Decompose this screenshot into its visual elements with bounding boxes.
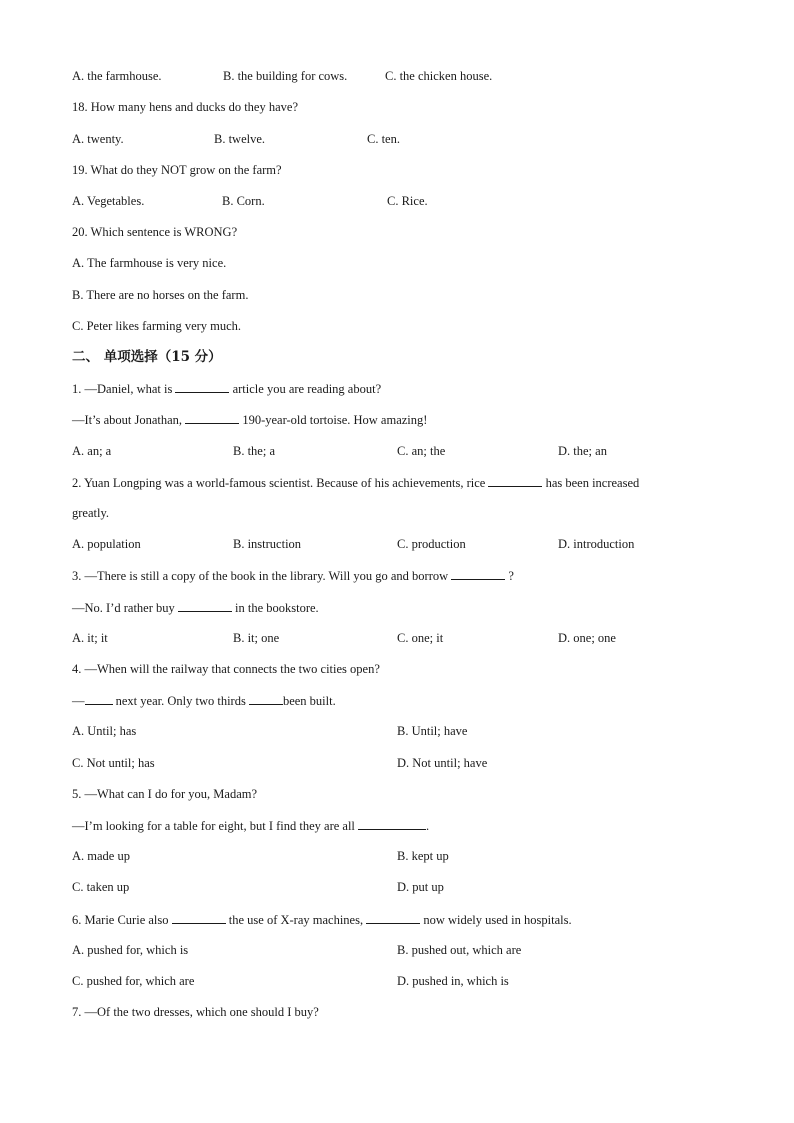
q18-option-b: B. twelve. bbox=[214, 132, 266, 146]
mc7-stem-line1: 7. —Of the two dresses, which one should I buy? bbox=[72, 1005, 319, 1019]
q20-option-a: A. The farmhouse is very nice. bbox=[72, 256, 227, 270]
mc5-option-c: C. taken up bbox=[72, 880, 130, 894]
mc1-text2-pre: —It’s about Jonathan, bbox=[72, 413, 183, 427]
answer-blank bbox=[172, 911, 226, 924]
mc4-option-d: D. Not until; have bbox=[397, 756, 488, 770]
mc1-text2-post: 190-year-old tortoise. How amazing! bbox=[242, 413, 428, 427]
mc6-stem-line1 bbox=[72, 911, 572, 928]
mc5-stem-line2 bbox=[72, 817, 429, 834]
mc3-stem-line1 bbox=[72, 567, 514, 584]
mc3-option-a: A. it; it bbox=[72, 631, 108, 645]
mc1-stem-line1 bbox=[72, 380, 381, 397]
mc6-option-c: C. pushed for, which are bbox=[72, 974, 195, 988]
mc6-option-a: A. pushed for, which is bbox=[72, 943, 189, 957]
q18-option-a: A. twenty. bbox=[72, 132, 124, 146]
mc5-option-b: B. kept up bbox=[397, 849, 449, 863]
q17-option-c: C. the chicken house. bbox=[385, 69, 493, 83]
q19-option-c: C. Rice. bbox=[387, 194, 428, 208]
mc2-stem-line1 bbox=[72, 474, 639, 491]
mc1-option-b: B. the; a bbox=[233, 444, 276, 458]
mc3-text2-pre: —No. I’d rather buy bbox=[72, 601, 175, 615]
q19-option-a: A. Vegetables. bbox=[72, 194, 145, 208]
mc4-stem-line2 bbox=[72, 692, 336, 709]
mc4-text2-pre: — bbox=[72, 694, 85, 708]
answer-blank bbox=[249, 692, 283, 705]
mc2-text-post: has been increased bbox=[545, 476, 640, 490]
mc6-text-post: now widely used in hospitals. bbox=[423, 913, 572, 927]
mc5-text2-pre: —I’m looking for a table for eight, but I find they are all bbox=[72, 819, 355, 833]
answer-blank bbox=[175, 380, 229, 393]
answer-blank bbox=[178, 599, 232, 612]
mc3-text-pre: 3. —There is still a copy of the book in the library. Will you go and borrow bbox=[72, 569, 449, 583]
mc1-option-d: D. the; an bbox=[558, 444, 607, 458]
q19-option-b: B. Corn. bbox=[222, 194, 265, 208]
mc1-text-pre: 1. —Daniel, what is bbox=[72, 382, 173, 396]
mc5-option-a: A. made up bbox=[72, 849, 130, 863]
mc2-text-pre: 2. Yuan Longping was a world-famous scientist. Because of his achievements, rice bbox=[72, 476, 486, 490]
mc4-option-c: C. Not until; has bbox=[72, 756, 155, 770]
mc4-option-a: A. Until; has bbox=[72, 724, 137, 738]
q20-option-b: B. There are no horses on the farm. bbox=[72, 288, 249, 302]
mc3-stem-line2 bbox=[72, 599, 319, 616]
answer-blank bbox=[488, 474, 542, 487]
mc3-text2-post: in the bookstore. bbox=[235, 601, 319, 615]
mc3-option-b: B. it; one bbox=[233, 631, 280, 645]
mc1-option-c: C. an; the bbox=[397, 444, 446, 458]
mc3-text-post: ? bbox=[508, 569, 514, 583]
mc2-stem-line2: greatly. bbox=[72, 506, 110, 520]
mc6-option-b: B. pushed out, which are bbox=[397, 943, 522, 957]
answer-blank bbox=[185, 411, 239, 424]
mc5-stem-line1: 5. —What can I do for you, Madam? bbox=[72, 787, 258, 801]
q18-option-c: C. ten. bbox=[367, 132, 400, 146]
q18-stem: 18. How many hens and ducks do they have? bbox=[72, 100, 298, 114]
mc3-option-d: D. one; one bbox=[558, 631, 616, 645]
mc4-stem-line1: 4. —When will the railway that connects the two cities open? bbox=[72, 662, 380, 676]
q17-option-b: B. the building for cows. bbox=[223, 69, 348, 83]
mc2-option-a: A. population bbox=[72, 537, 141, 551]
q17-option-a: A. the farmhouse. bbox=[72, 69, 162, 83]
mc6-text-mid: the use of X-ray machines, bbox=[228, 913, 364, 927]
answer-blank bbox=[366, 911, 420, 924]
q20-stem: 20. Which sentence is WRONG? bbox=[72, 225, 238, 239]
mc4-text2-post: been built. bbox=[282, 694, 336, 708]
mc4-option-b: B. Until; have bbox=[397, 724, 468, 738]
mc3-option-c: C. one; it bbox=[397, 631, 444, 645]
mc6-text-pre: 6. Marie Curie also bbox=[72, 913, 169, 927]
q20-option-c: C. Peter likes farming very much. bbox=[72, 319, 242, 333]
answer-blank bbox=[85, 692, 113, 705]
mc6-option-d: D. pushed in, which is bbox=[397, 974, 509, 988]
mc1-stem-line2 bbox=[72, 411, 427, 428]
mc1-option-a: A. an; a bbox=[72, 444, 112, 458]
mc5-option-d: D. put up bbox=[397, 880, 444, 894]
answer-blank bbox=[451, 567, 505, 580]
mc4-text2-mid: next year. Only two thirds bbox=[115, 694, 246, 708]
mc2-option-d: D. introduction bbox=[558, 537, 635, 551]
mc2-option-c: C. production bbox=[397, 537, 466, 551]
mc1-text-post: article you are reading about? bbox=[232, 382, 382, 396]
mc2-option-b: B. instruction bbox=[233, 537, 302, 551]
section-heading: 二、 单项选择（15 分） bbox=[72, 349, 222, 365]
answer-blank bbox=[358, 817, 426, 830]
mc5-text2-post: . bbox=[426, 819, 430, 833]
q19-stem: 19. What do they NOT grow on the farm? bbox=[72, 163, 282, 177]
